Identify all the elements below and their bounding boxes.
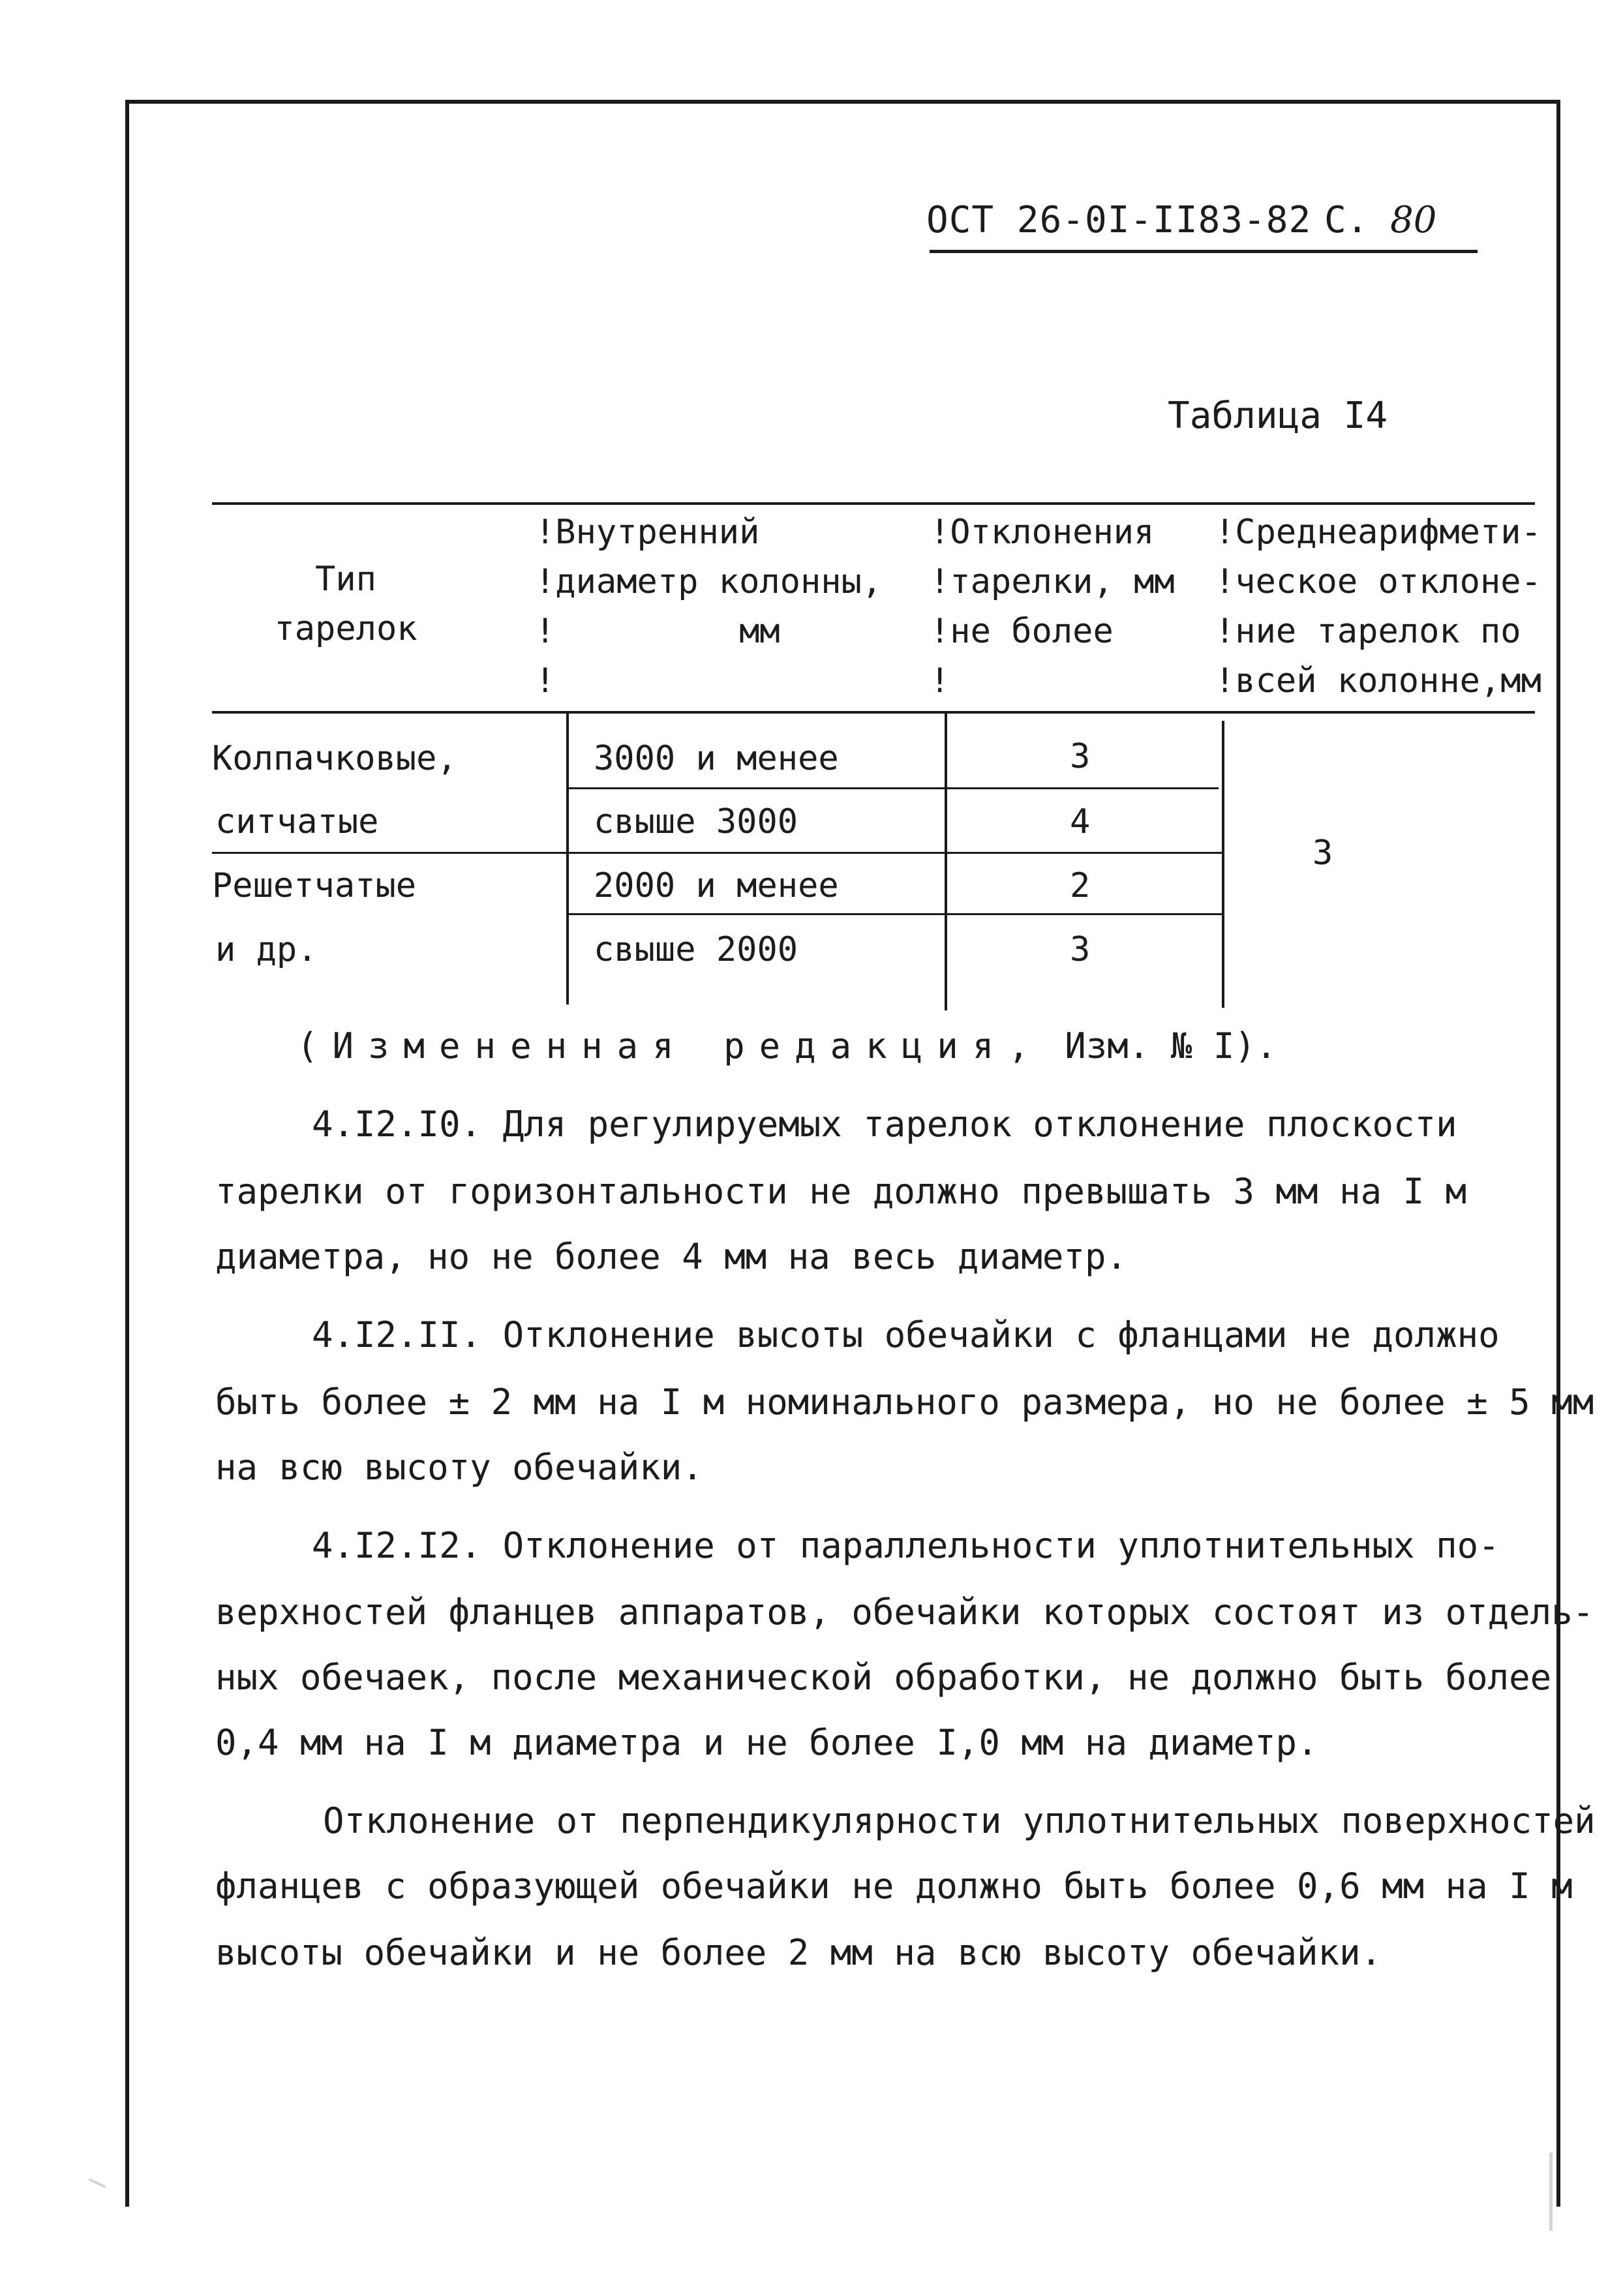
paragraph-line: 4.I2.II. Отклонение высоты обечайки с фланцами не должно (312, 1314, 1500, 1355)
table-average-cell: 3 (1312, 834, 1333, 873)
table-diameter-cell: 2000 и менее (594, 866, 839, 905)
table-vline-1 (566, 714, 569, 1004)
table-diameter-cell: свыше 2000 (594, 930, 798, 969)
revision-note-tail: Изм. № I). (1065, 1025, 1277, 1066)
paragraph-line: 0,4 мм на I м диаметра и не более I,0 мм на диаметр. (215, 1722, 1318, 1763)
paragraph-line: 4.I2.I0. Для регулируемых тарелок отклонение плоскости (312, 1104, 1457, 1145)
paragraph-line: 4.I2.I2. Отклонение от параллельности уплотнительных по- (312, 1525, 1500, 1566)
table-deviation-cell: 2 (1070, 866, 1091, 905)
table-deviation-cell: 3 (1070, 930, 1091, 969)
paragraph-line: фланцев с образующей обечайки не должно быть более 0,6 мм на I м (215, 1865, 1573, 1907)
table-type-cell: Решетчатые (212, 866, 417, 905)
paragraph-line: верхностей фланцев аппаратов, обечайки которых состоят из отдель- (215, 1592, 1594, 1633)
paragraph-line: Отклонение от перпендикулярности уплотнительных поверхностей (323, 1800, 1596, 1841)
column-header-deviation: !Отклонения !тарелки, мм !не более ! (930, 513, 1175, 701)
document-code: ОСТ 26-0I-II83-82 (926, 199, 1312, 241)
column-header-type: Тип тарелок (274, 560, 417, 648)
paragraph-line: ных обечаек, после механической обработки, не должно быть более (215, 1657, 1552, 1698)
table-caption: Таблица I4 (1168, 395, 1388, 437)
page-prefix: С. (1324, 199, 1369, 241)
table-top-rule (212, 502, 1535, 505)
header-underline (930, 250, 1478, 253)
paragraph-line: диаметра, но не более 4 мм на весь диаметр. (215, 1236, 1127, 1277)
table-row-rule-3 (566, 913, 1222, 915)
paragraph-line: на всю высоту обечайки. (215, 1447, 703, 1488)
table-type-cell: Колпачковые, (212, 739, 457, 778)
table-diameter-cell: 3000 и менее (594, 739, 839, 778)
table-deviation-cell: 4 (1070, 802, 1091, 841)
paragraph-line: быть более ± 2 мм на I м номинального размера, но не более ± 5 мм (215, 1382, 1594, 1423)
table-vline-2 (945, 714, 947, 1010)
table-header-rule (212, 711, 1535, 714)
table-group-rule (212, 852, 1222, 854)
table-type-cell: и др. (215, 930, 318, 969)
table-row-rule-1 (566, 787, 1219, 789)
revision-note (297, 1025, 1277, 1066)
revision-note-spaced: (Измененная редакция, (297, 1025, 1044, 1066)
page-number-value: 80 (1390, 199, 1437, 241)
column-header-diameter: !Внутренний !диаметр колонны, ! мм ! (535, 513, 883, 701)
paragraph-line: высоты обечайки и не более 2 мм на всю высоту обечайки. (215, 1932, 1382, 1973)
scan-mark (88, 2178, 106, 2188)
table-deviation-cell: 3 (1070, 737, 1091, 776)
paragraph-line: тарелки от горизонтальности не должно превышать 3 мм на I м (215, 1171, 1467, 1212)
scan-mark (1549, 2152, 1553, 2231)
table-type-cell: ситчатые (215, 802, 379, 841)
column-header-average: !Среднеарифмети- !ческое отклоне- !ние тарелок по !всей колонне,мм (1215, 513, 1541, 701)
page-number (1324, 199, 1436, 241)
table-vline-3 (1222, 721, 1224, 1008)
table-diameter-cell: свыше 3000 (594, 802, 798, 841)
